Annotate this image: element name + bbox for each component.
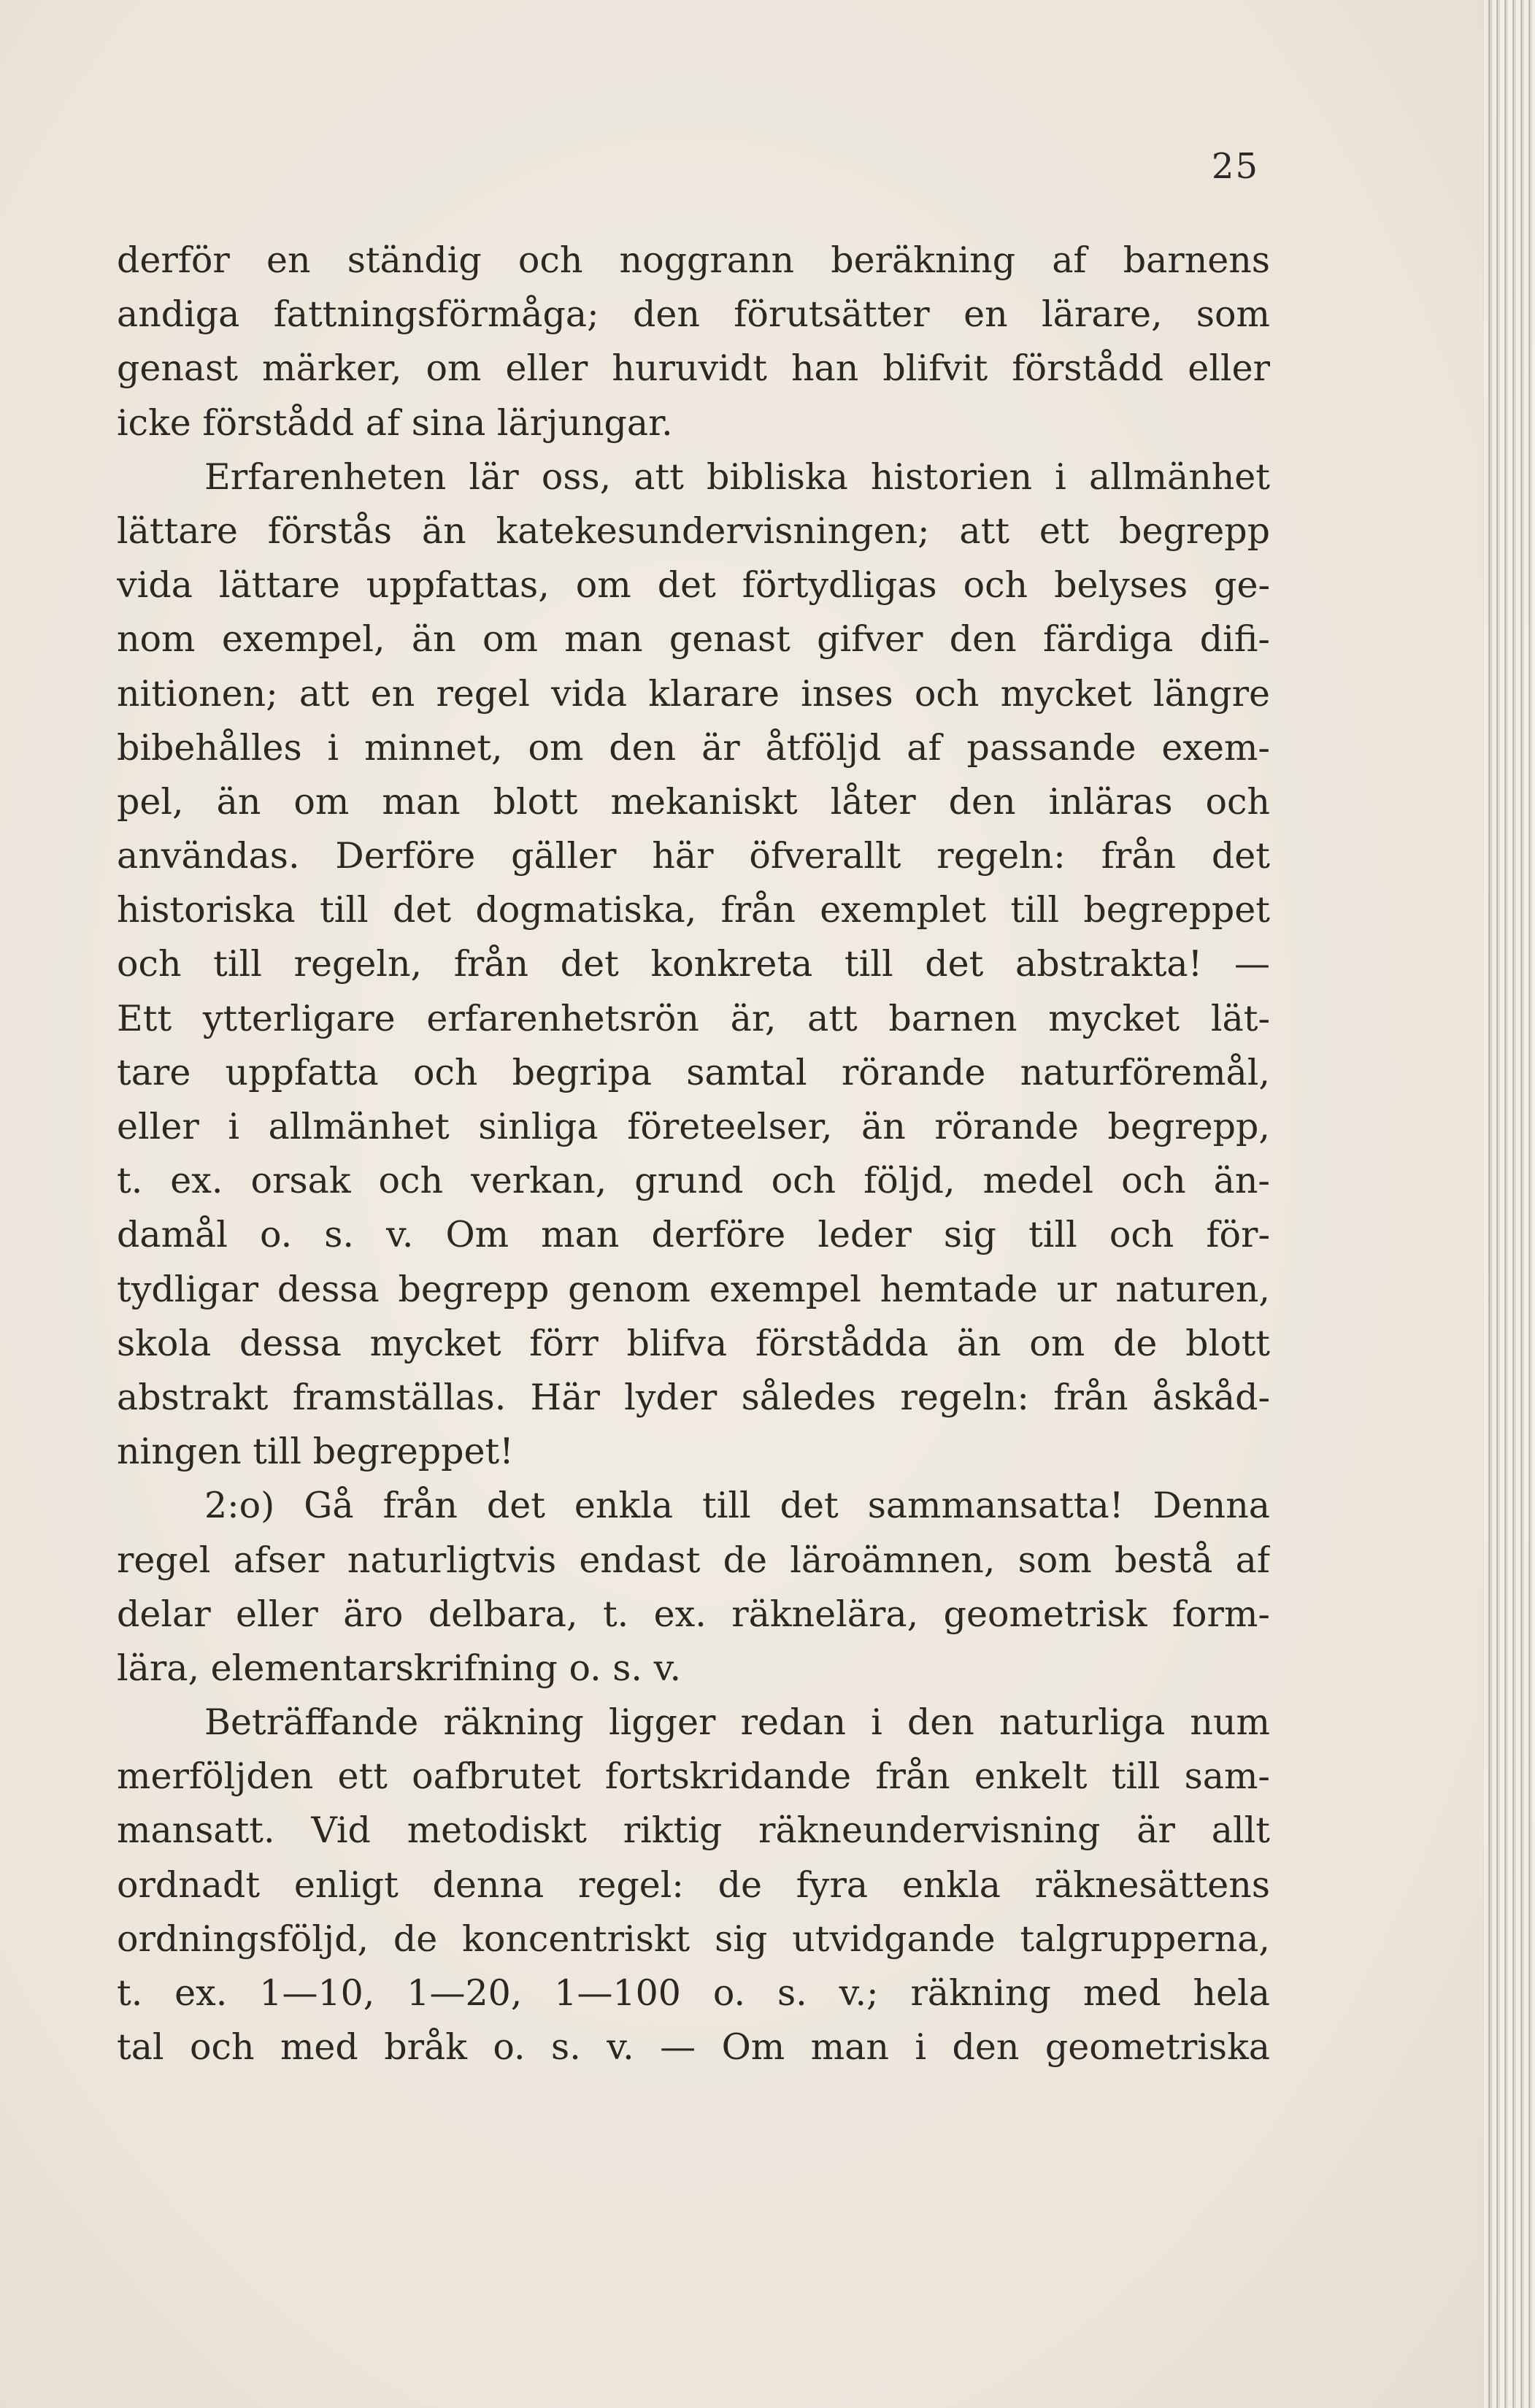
text-line: derför en ständig och noggrann beräkning af barnens bbox=[117, 239, 1270, 281]
text-line: ordningsföljd, de koncentriskt sig utvidgande talgrupperna, bbox=[117, 1917, 1270, 1960]
page-edges bbox=[1484, 0, 1535, 2408]
text-line: pel, än om man blott mekaniskt låter den inläras och bbox=[117, 780, 1270, 823]
text-line: Ett ytterligare erfarenhetsrön är, att barnen mycket lät- bbox=[117, 997, 1270, 1039]
text-line: bibehålles i minnet, om den är åtföljd af passande exem- bbox=[117, 726, 1270, 769]
text-line: tal och med bråk o. s. v. — Om man i den geometriska bbox=[117, 2026, 1270, 2069]
text-line: ordnadt enligt denna regel: de fyra enkla räknesättens bbox=[117, 1863, 1270, 1906]
text-line: lära, elementarskrifning o. s. v. bbox=[117, 1647, 682, 1689]
text-line: nitionen; att en regel vida klarare inses och mycket längre bbox=[117, 672, 1270, 715]
text-line: och till regeln, från det konkreta till det abstrakta! — bbox=[117, 943, 1270, 985]
text-line: tare uppfatta och begripa samtal rörande naturföremål, bbox=[117, 1051, 1270, 1093]
text-line: mansatt. Vid metodiskt riktig räkneundervisning är allt bbox=[117, 1809, 1270, 1852]
text-line: abstrakt framställas. Här lyder således regeln: från åskåd- bbox=[117, 1376, 1270, 1418]
body-text bbox=[117, 234, 1270, 2074]
text-line: merföljden ett oafbrutet fortskridande från enkelt till sam- bbox=[117, 1755, 1270, 1798]
text-line: 2:o) Gå från det enkla till det sammansatta! Denna bbox=[204, 1485, 1270, 1527]
text-line: andiga fattningsförmåga; den förutsätter en lärare, som bbox=[117, 293, 1270, 336]
text-line: nom exempel, än om man genast gifver den färdiga difi- bbox=[117, 618, 1270, 661]
text-line: delar eller äro delbara, t. ex. räknelära, geometrisk form- bbox=[117, 1593, 1270, 1635]
text-line: t. ex. 1—10, 1—20, 1—100 o. s. v.; räkning med hela bbox=[117, 1972, 1270, 2014]
text-line: skola dessa mycket förr blifva förstådda än om de blott bbox=[117, 1322, 1270, 1364]
text-line: lättare förstås än katekesundervisningen; att ett begrepp bbox=[117, 509, 1270, 552]
text-line: tydligar dessa begrepp genom exempel hemtade ur naturen, bbox=[117, 1268, 1270, 1310]
text-line: genast märker, om eller huruvidt han blifvit förstådd eller bbox=[117, 347, 1270, 390]
text-line: eller i allmänhet sinliga företeelser, än rörande begrepp, bbox=[117, 1106, 1270, 1147]
text-line: historiska till det dogmatiska, från exemplet till begreppet bbox=[117, 889, 1270, 931]
text-line: icke förstådd af sina lärjungar. bbox=[117, 401, 673, 444]
text-line: användas. Derföre gäller här öfverallt regeln: från det bbox=[117, 835, 1270, 877]
text-line: t. ex. orsak och verkan, grund och följd, medel och än- bbox=[117, 1160, 1270, 1202]
text-line: vida lättare uppfattas, om det förtydligas och belyses ge- bbox=[117, 564, 1270, 607]
text-line: regel afser naturligtvis endast de läroämnen, som bestå af bbox=[117, 1539, 1270, 1581]
text-line: Erfarenheten lär oss, att bibliska historien i allmänhet bbox=[204, 455, 1270, 498]
page-number: 25 bbox=[1211, 146, 1259, 187]
text-line: ningen till begreppet! bbox=[117, 1431, 514, 1473]
text-line: damål o. s. v. Om man derföre leder sig till och för- bbox=[117, 1214, 1270, 1256]
text-line: Beträffande räkning ligger redan i den naturliga num bbox=[204, 1701, 1270, 1744]
